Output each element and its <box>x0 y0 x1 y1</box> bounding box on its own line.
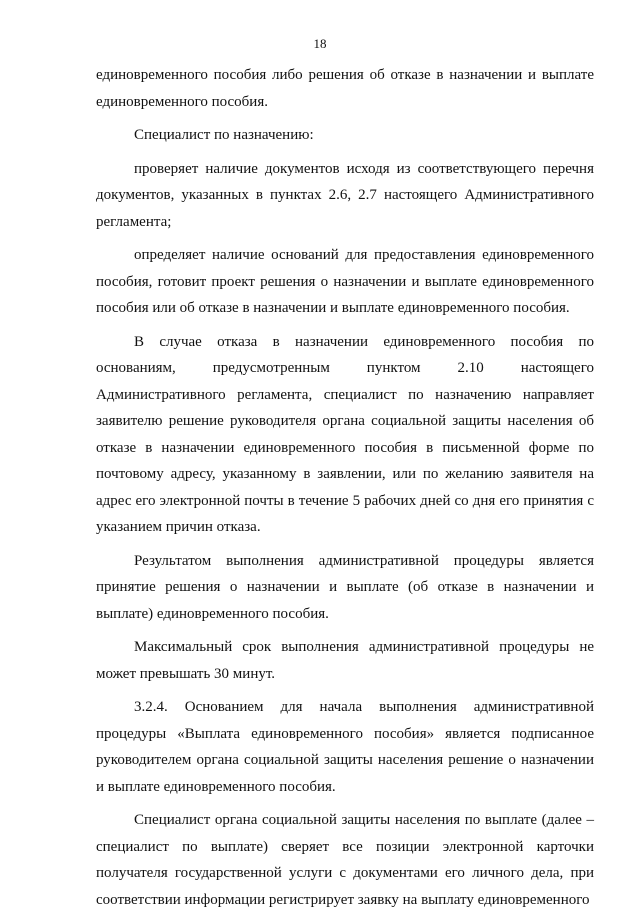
paragraph-section-3-2-4: 3.2.4. Основанием для начала выполнения административной процедуры «Выплата единовременного пособия» является подписанное руководителем органа социальной защиты населения решение о назначении и выплате единовременного пособия. <box>96 699 594 795</box>
paragraph-specialist-intro: Специалист по назначению: <box>134 127 314 143</box>
page-number: 18 <box>313 36 327 51</box>
document-body <box>96 62 594 920</box>
paragraph-determines-grounds: определяет наличие оснований для предоставления единовременного пособия, готовит проект решения о назначении и выплате единовременного пособия или об отказе в назначении и выплате единовременного пособия. <box>96 247 594 316</box>
paragraph-refusal-case: В случае отказа в назначении единовременного пособия по основаниям, предусмотренным пунктом 2.10 настоящего Административного регламента, специалист по назначению направляет заявителю решение руководителя органа социальной защиты населения об отказе в назначении единовременного пособия в письменной форме по почтовому адресу, указанному в заявлении, или по желанию заявителя на адрес его электронной почты в течение 5 рабочих дней со дня его принятия с указанием причин отказа. <box>96 333 594 535</box>
paragraph-continuation: единовременного пособия либо решения об отказе в назначении и выплате единовременного пособия. <box>96 67 594 110</box>
paragraph-result: Результатом выполнения административной процедуры является принятие решения о назначении и выплате (об отказе в назначении и выплате) единовременного пособия. <box>96 552 594 622</box>
paragraph-payment-specialist: Специалист органа социальной защиты населения по выплате (далее – специалист по выплате) сверяет все позиции электронной карточки получателя государственной услуги с документами его личного дела, при соответствии информации регистрирует заявку на выплату единовременного <box>96 812 594 908</box>
paragraph-max-duration: Максимальный срок выполнения административной процедуры не может превышать 30 минут. <box>96 639 594 682</box>
paragraph-checks-documents: проверяет наличие документов исходя из соответствующего перечня документов, указанных в пунктах 2.6, 2.7 настоящего Административного регламента; <box>96 160 594 230</box>
